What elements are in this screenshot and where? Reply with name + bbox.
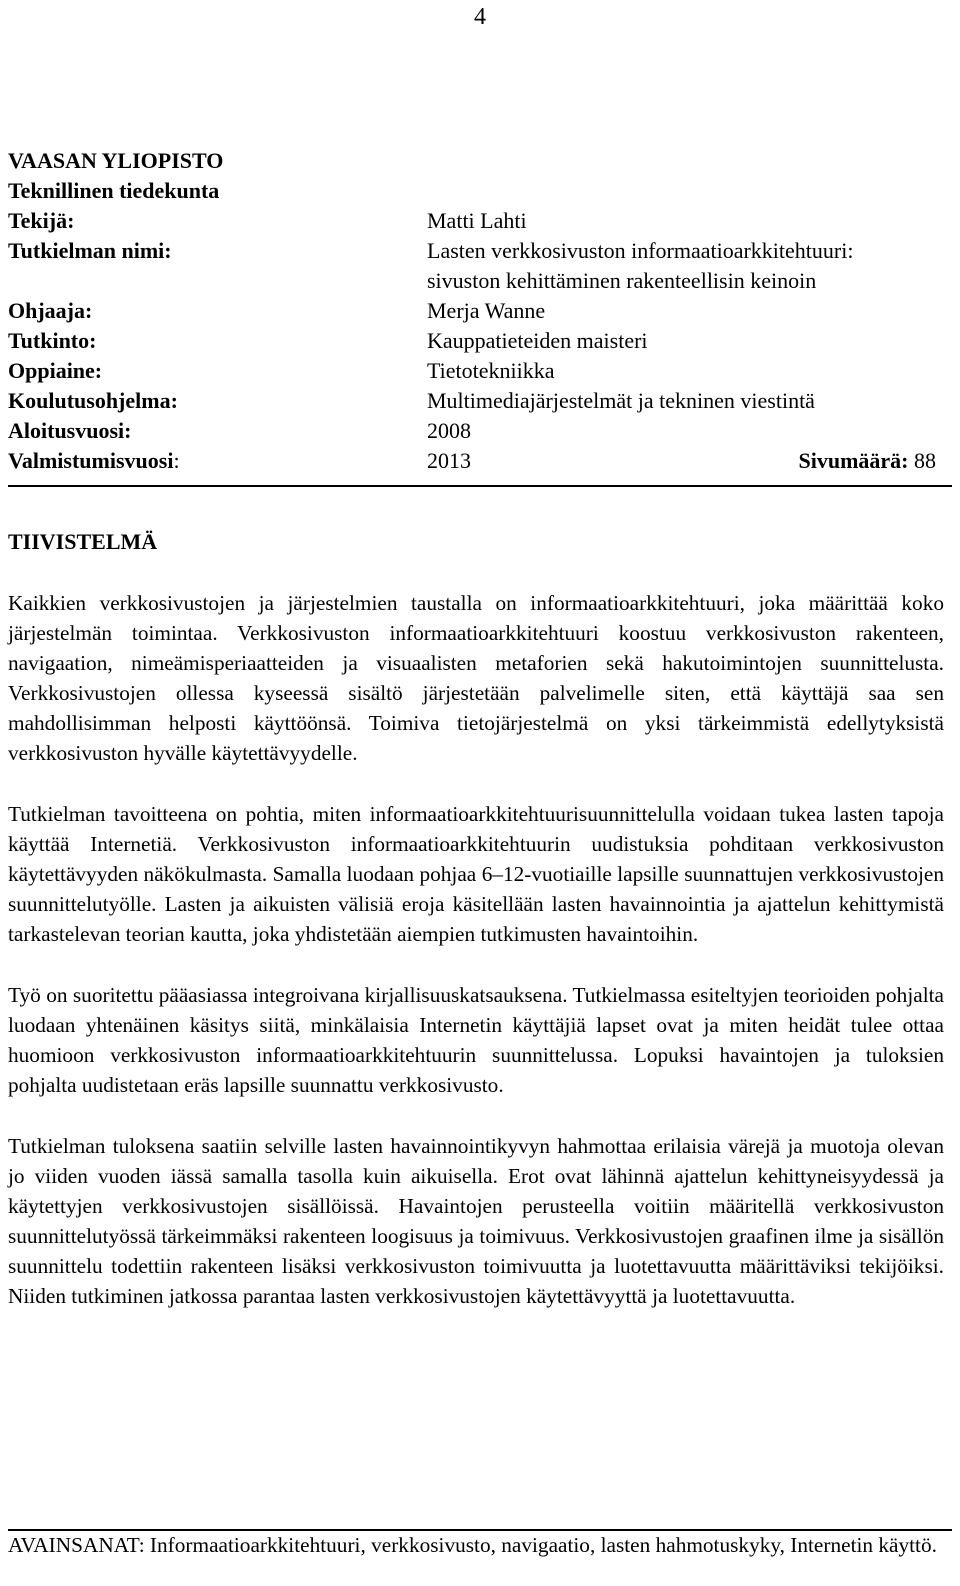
major-label: Oppiaine: — [8, 358, 103, 383]
title-value-line2: sivuston kehittäminen rakenteellisin keinoin — [427, 268, 817, 293]
keywords-divider — [8, 1529, 952, 1531]
title-row-continued — [8, 266, 952, 296]
major-row — [8, 356, 952, 386]
page-count-group — [799, 446, 937, 476]
faculty-row — [8, 176, 952, 206]
major-value: Tietotekniikka — [427, 358, 555, 383]
supervisor-row — [8, 296, 952, 326]
title-value-line1: Lasten verkkosivuston informaatioarkkitehtuuri: — [427, 238, 854, 263]
faculty-name: Teknillinen tiedekunta — [8, 178, 220, 203]
abstract-body — [8, 588, 944, 1311]
abstract-paragraph: Työ on suoritettu pääasiassa integroivana kirjallisuuskatsauksena. Tutkielmassa esiteltyjen teorioiden pohjalta luodaan yhtenäinen käsitys siitä, minkälaisia Internetin käyttäjiä lapset ovat ja miten heidät tulee ottaa huomioon verkkosivuston informaatioarkkitehtuurin suunnittelussa. Lopuksi havaintojen ja tuloksien pohjalta uudistetaan eräs lapsille suunnattu verkkosivusto. — [8, 983, 944, 1097]
title-label: Tutkielman nimi: — [8, 238, 172, 263]
author-label: Tekijä: — [8, 208, 75, 233]
supervisor-label: Ohjaaja: — [8, 298, 93, 323]
graduation-year-colon: : — [173, 448, 180, 473]
keywords: AVAINSANAT: Informaatioarkkitehtuuri, verkkosivusto, navigaatio, lasten hahmotuskyky, Internetin käyttö. — [8, 1533, 937, 1557]
university-row — [8, 146, 952, 176]
abstract-heading: TIIVISTELMÄ — [8, 529, 158, 554]
start-year-label: Aloitusvuosi: — [8, 418, 132, 443]
metadata-divider — [8, 485, 952, 487]
degree-value: Kauppatieteiden maisteri — [427, 328, 648, 353]
program-value: Multimediajärjestelmät ja tekninen viestintä — [427, 388, 815, 413]
graduation-year-label-group — [8, 446, 180, 476]
degree-label: Tutkinto: — [8, 328, 97, 353]
start-year-value: 2008 — [427, 418, 471, 443]
graduation-year-value: 2013 — [427, 448, 471, 473]
university-name: VAASAN YLIOPISTO — [8, 148, 224, 173]
author-value: Matti Lahti — [427, 208, 527, 233]
degree-row — [8, 326, 952, 356]
page-number: 4 — [474, 4, 486, 30]
graduation-year-label: Valmistumisvuosi — [8, 448, 174, 473]
thesis-metadata — [8, 146, 952, 476]
abstract-paragraph: Tutkielman tuloksena saatiin selville lasten havainnointikyvyn hahmottaa erilaisia värejä ja muotoja olevan jo viiden vuoden iässä samalla tasolla kuin aikuisella. Erot ovat lähinnä ajattelun kehittyneisyydessä ja käytettyjen verkkosivustojen sisällöissä. Havaintojen perusteella voitiin määritellä verkkosivuston suunnittelutyössä tärkeimmäksi rakenteen loogisuus ja toimivuus. Verkkosivustojen graafinen ilme ja sisällön suunnittelu todettiin rakenteen lisäksi verkkosivuston toimivuutta ja luotettavuutta määrittäviksi tekijöiksi. Niiden tutkiminen jatkossa parantaa lasten verkkosivustojen käytettävyyttä ja luotettavuutta. — [8, 1134, 944, 1308]
author-row — [8, 206, 952, 236]
page-count-value: 88 — [908, 448, 936, 473]
page-count-label: Sivumäärä: — [798, 448, 909, 473]
program-label: Koulutusohjelma: — [8, 388, 178, 413]
supervisor-value: Merja Wanne — [427, 298, 546, 323]
title-row — [8, 236, 952, 266]
program-row — [8, 386, 952, 416]
abstract-paragraph: Kaikkien verkkosivustojen ja järjestelmien taustalla on informaatioarkkitehtuuri, joka määrittää koko järjestelmän toimintaa. Verkkosivuston informaatioarkkitehtuuri koostuu verkkosivuston rakenteen, navigaation, nimeämisperiaatteiden ja visuaalisten metaforien sekä hakutoimintojen suunnittelusta. Verkkosivustojen ollessa kyseessä sisältö järjestetään palvelimelle siten, että käyttäjä saa sen mahdollisimman helposti käyttöönsä. Toimiva tietojärjestelmä on yksi tärkeimmistä edellytyksistä verkkosivuston hyvälle käytettävyydelle. — [8, 591, 944, 765]
start-year-row — [8, 416, 952, 446]
abstract-paragraph: Tutkielman tavoitteena on pohtia, miten informaatioarkkitehtuurisuunnittelulla voidaan tukea lasten tapoja käyttää Internetiä. Verkkosivuston informaatioarkkitehtuurin uudistuksia pohditaan verkkosivuston käytettävyyden näkökulmasta. Samalla luodaan pohjaa 6–12-vuotiaille lapsille suunnattujen verkkosivustojen suunnittelutyölle. Lasten ja aikuisten välisiä eroja käsitellään lasten havainnointia ja ajattelun kehittymistä tarkastelevan teorian kautta, joka yhdistetään aiempien tutkimusten havaintoihin. — [8, 802, 944, 946]
graduation-year-row — [8, 446, 952, 476]
